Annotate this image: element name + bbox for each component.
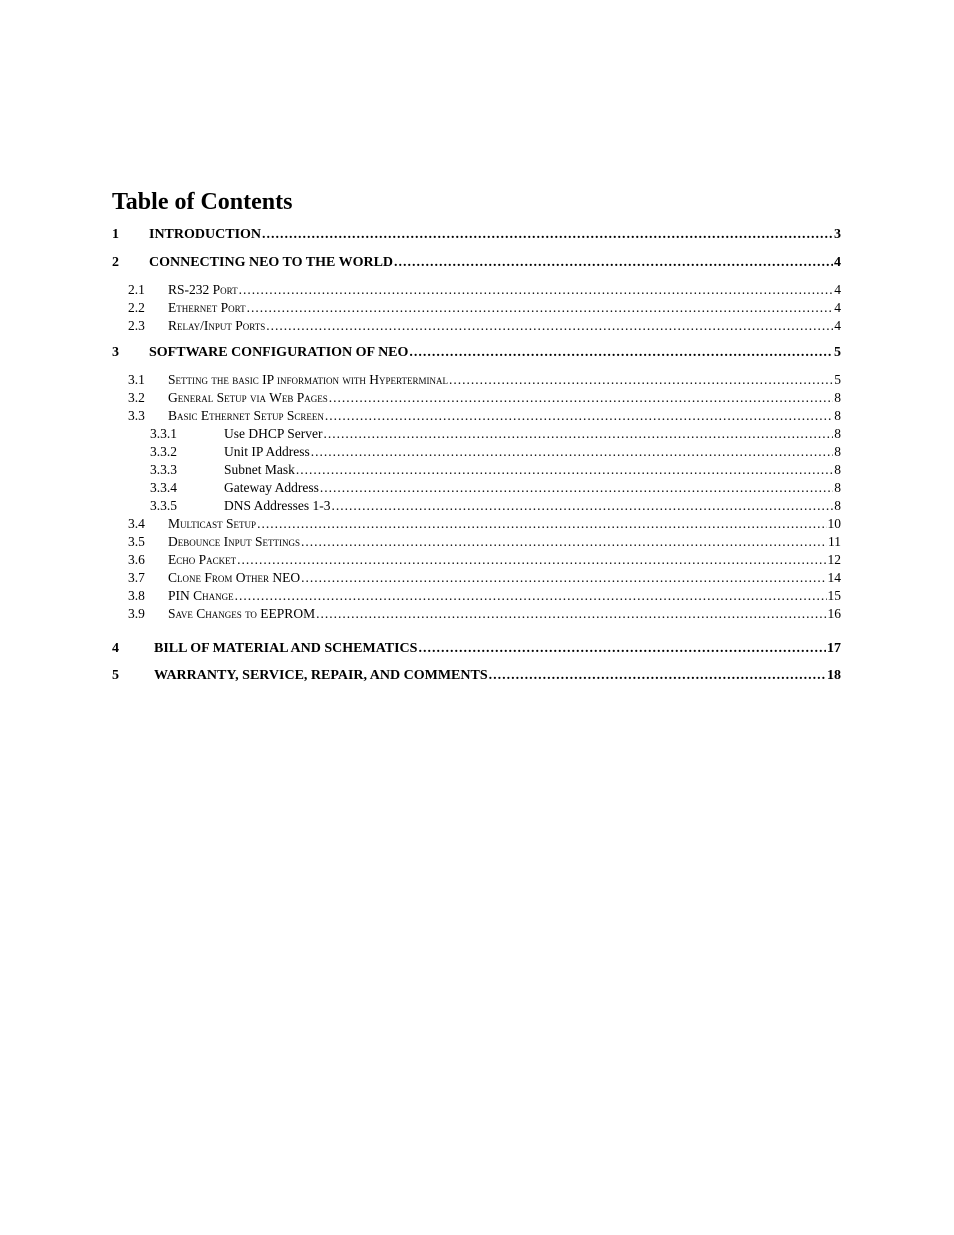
toc-entry-page: 4 [834,300,841,315]
toc-entry-page: 17 [827,641,841,656]
dot-leader [296,461,833,479]
toc-entry-number: 3.3.1 [150,426,177,441]
dot-leader [449,371,833,389]
toc-entry-number: 3.3.5 [150,498,177,513]
dot-leader [257,515,826,533]
toc-entry-number: 2.1 [128,282,145,297]
toc-entry-label: Clone From Other NEO [168,570,301,585]
dot-leader [239,281,834,299]
toc-entry-page: 3 [834,227,841,242]
dot-leader [235,587,827,605]
toc-entry-label: INTRODUCTION [149,227,262,242]
toc-entry-page: 4 [834,282,841,297]
toc-entry-page: 14 [827,570,841,585]
toc-entry-number: 2 [112,255,119,270]
toc-entry-number: 3.4 [128,516,145,531]
toc-entry-echo-packet[interactable] [0,551,954,569]
toc-entry-ethernet-port[interactable] [0,299,954,317]
dot-leader [301,533,827,551]
dot-leader [394,254,833,272]
toc-entry-warranty[interactable] [0,667,954,685]
dot-leader [237,551,826,569]
toc-entry-number: 3 [112,345,119,360]
toc-entry-label: Save Changes to EEPROM [168,606,316,621]
toc-entry-label: Debounce Input Settings [168,534,300,549]
toc-entry-page: 8 [834,390,841,405]
dot-leader [301,569,826,587]
dot-leader [320,479,833,497]
toc-entry-page: 8 [834,426,841,441]
toc-entry-label: General Setup via Web Pages [168,390,328,405]
toc-entry-use-dhcp[interactable] [0,425,954,443]
dot-leader [325,407,833,425]
toc-entry-page: 4 [834,255,841,270]
toc-entry-label: WARRANTY, SERVICE, REPAIR, AND COMMENTS [154,668,488,683]
toc-entry-introduction[interactable] [0,226,954,244]
toc-entry-page: 10 [827,516,841,531]
toc-entry-page: 8 [834,462,841,477]
toc-entry-number: 4 [112,641,119,656]
dot-leader [262,226,833,244]
toc-entry-save-changes[interactable] [0,605,954,623]
toc-entry-label: Multicast Setup [168,516,257,531]
toc-entry-label: Use DHCP Server [224,426,323,441]
toc-entry-label: BILL OF MATERIAL AND SCHEMATICS [154,641,418,656]
toc-entry-label: Echo Packet [168,552,237,567]
toc-entry-number: 3.7 [128,570,145,585]
toc-entry-number: 3.9 [128,606,145,621]
dot-leader [247,299,834,317]
toc-entry-number: 3.3.4 [150,480,177,495]
dot-leader [409,344,833,362]
toc-entry-label: CONNECTING NEO TO THE WORLD [149,255,394,270]
toc-entry-label: Subnet Mask [224,462,295,477]
toc-entry-unit-ip[interactable] [0,443,954,461]
toc-entry-clone-from-neo[interactable] [0,569,954,587]
toc-entry-number: 5 [112,668,119,683]
toc-entry-page: 5 [834,372,841,387]
toc-entry-connecting[interactable] [0,254,954,272]
toc-entry-bill-of-material[interactable] [0,640,954,658]
toc-entry-label: Unit IP Address [224,444,310,459]
dot-leader [324,425,834,443]
toc-entry-number: 3.2 [128,390,145,405]
toc-entry-number: 3.3.3 [150,462,177,477]
toc-entry-number: 3.8 [128,588,145,603]
toc-entry-page: 8 [834,498,841,513]
toc-entry-number: 3.3.2 [150,444,177,459]
toc-entry-page: 18 [827,668,841,683]
toc-entry-gateway-address[interactable] [0,479,954,497]
toc-entry-number: 1 [112,227,119,242]
dot-leader [418,640,826,658]
toc-title: Table of Contents [112,189,293,215]
dot-leader [316,605,826,623]
toc-entry-number: 3.1 [128,372,145,387]
toc-entry-rs232-port[interactable] [0,281,954,299]
toc-entry-page: 12 [827,552,841,567]
toc-entry-page: 4 [834,318,841,333]
toc-entry-number: 3.5 [128,534,145,549]
toc-entry-label: Relay/Input Ports [168,318,266,333]
toc-entry-multicast-setup[interactable] [0,515,954,533]
toc-entry-label: RS-232 Port [168,282,238,297]
toc-entry-page: 8 [834,408,841,423]
toc-entry-page: 5 [834,345,841,360]
toc-entry-label: Basic Ethernet Setup Screen [168,408,324,423]
toc-entry-label: Ethernet Port [168,300,246,315]
toc-entry-page: 8 [834,444,841,459]
toc-entry-label: DNS Addresses 1-3 [224,498,331,513]
toc-entry-number: 2.3 [128,318,145,333]
toc-entry-page: 15 [827,588,841,603]
dot-leader [332,497,834,515]
toc-entry-debounce-input[interactable] [0,533,954,551]
toc-entry-pin-change[interactable] [0,587,954,605]
toc-entry-relay-input-ports[interactable] [0,317,954,335]
toc-entry-label: PIN Change [168,588,234,603]
dot-leader [266,317,833,335]
toc-entry-software-configuration[interactable] [0,344,954,362]
toc-entry-label: Setting the basic IP information with Hyperterminal [168,372,448,387]
toc-entry-dns-addresses[interactable] [0,497,954,515]
toc-entry-number: 3.6 [128,552,145,567]
toc-entry-subnet-mask[interactable] [0,461,954,479]
toc-entry-number: 3.3 [128,408,145,423]
toc-entry-number: 2.2 [128,300,145,315]
toc-entry-label: SOFTWARE CONFIGURATION OF NEO [149,345,409,360]
toc-entry-page: 16 [827,606,841,621]
dot-leader [329,389,833,407]
toc-entry-hyperterminal[interactable] [0,371,954,389]
dot-leader [489,667,826,685]
toc-entry-general-setup[interactable] [0,389,954,407]
toc-entry-page: 8 [834,480,841,495]
toc-entry-page: 11 [828,534,841,549]
toc-entry-label: Gateway Address [224,480,319,495]
dot-leader [311,443,833,461]
toc-entry-basic-ethernet-setup[interactable] [0,407,954,425]
